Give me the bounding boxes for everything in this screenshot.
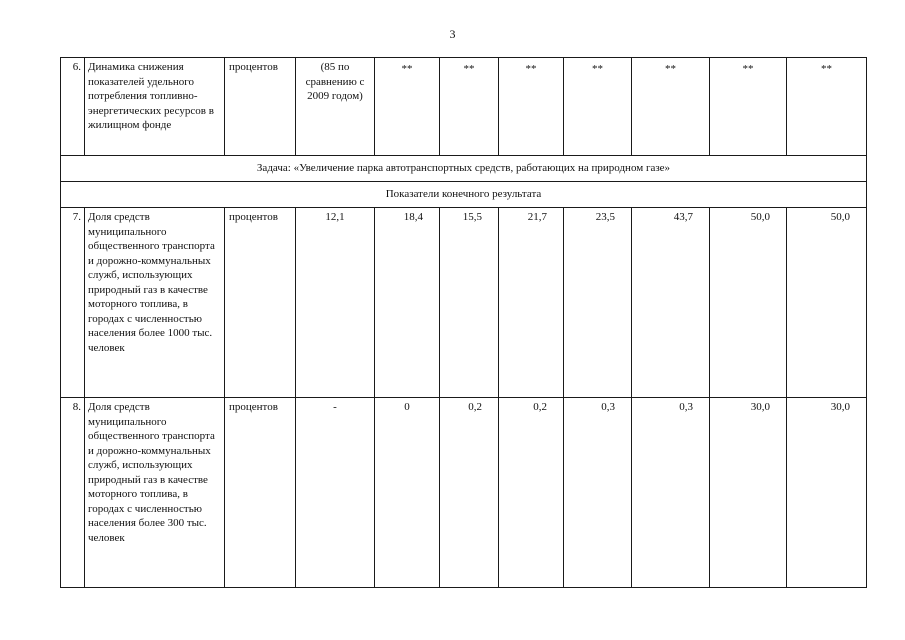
task-heading: Задача: «Увеличение парка автотранспортных средств, работающих на природном газе» (61, 156, 867, 182)
value-cell: 30,0 (710, 398, 787, 588)
value-cell: ** (499, 58, 564, 156)
indicator-name: Доля средств муниципального общественного транспорта и дорожно-коммунальных служб, использующих природный газ в качестве моторного топлива, в городах с численностью населения более 1000 тыс. человек (85, 208, 225, 398)
base-value: - (296, 398, 375, 588)
value-cell: ** (375, 58, 440, 156)
value-cell: 0 (375, 398, 440, 588)
unit-cell: процентов (225, 58, 296, 156)
indicator-name: Динамика снижения показателей удельного потребления топливно-энергетических ресурсов в жилищном фонде (85, 58, 225, 156)
base-value: (85 по сравнению с 2009 годом) (296, 58, 375, 156)
value-cell: ** (564, 58, 632, 156)
value-cell: 43,7 (632, 208, 710, 398)
unit-cell: процентов (225, 398, 296, 588)
base-value: 12,1 (296, 208, 375, 398)
value-cell: 18,4 (375, 208, 440, 398)
row-number: 6. (61, 58, 85, 156)
indicators-table (60, 57, 867, 588)
value-cell: 0,2 (499, 398, 564, 588)
value-cell: ** (632, 58, 710, 156)
page-number: 3 (449, 27, 456, 41)
indicator-name: Доля средств муниципального общественного транспорта и дорожно-коммунальных служб, использующих природный газ в качестве моторного топлива, в городах с численностью населения более 300 тыс. человек (85, 398, 225, 588)
table-row (61, 58, 867, 156)
value-cell: ** (440, 58, 499, 156)
value-cell: 21,7 (499, 208, 564, 398)
table-row (61, 398, 867, 588)
value-cell: ** (787, 58, 867, 156)
table-row (61, 208, 867, 398)
value-cell: 23,5 (564, 208, 632, 398)
value-cell: 50,0 (710, 208, 787, 398)
result-row (61, 182, 867, 208)
value-cell: 30,0 (787, 398, 867, 588)
row-number: 7. (61, 208, 85, 398)
row-number: 8. (61, 398, 85, 588)
task-row (61, 156, 867, 182)
value-cell: 15,5 (440, 208, 499, 398)
value-cell: 0,3 (564, 398, 632, 588)
value-cell: 0,2 (440, 398, 499, 588)
value-cell: 0,3 (632, 398, 710, 588)
result-heading: Показатели конечного результата (61, 182, 867, 208)
unit-cell: процентов (225, 208, 296, 398)
value-cell: 50,0 (787, 208, 867, 398)
value-cell: ** (710, 58, 787, 156)
